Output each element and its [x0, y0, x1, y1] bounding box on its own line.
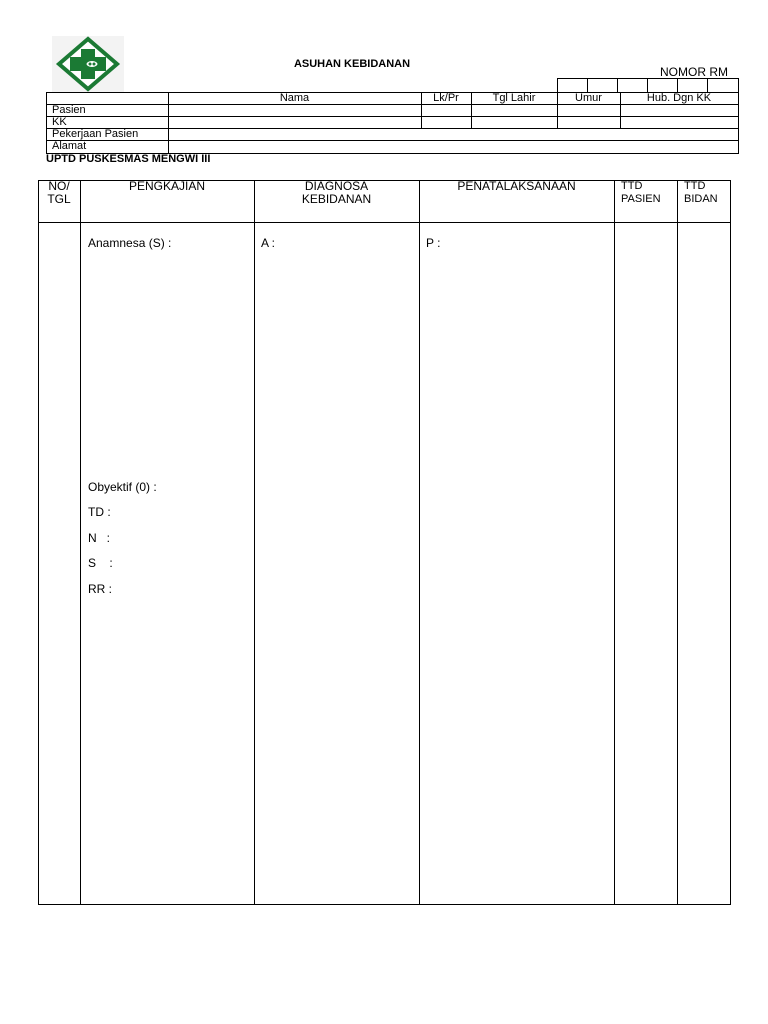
column-hub-dgn-kk: Hub. Dgn KK	[646, 92, 712, 104]
diagnosa-prefix: A :	[261, 236, 276, 250]
s-label: S :	[88, 556, 113, 570]
row-label-pekerjaan: Pekerjaan Pasien	[52, 128, 139, 140]
header-diagnosa: DIAGNOSA KEBIDANAN	[301, 179, 372, 206]
header-ttd-bidan: TTD BIDAN	[684, 180, 718, 205]
facility-name: UPTD PUSKESMAS MENGWI III	[46, 153, 211, 165]
column-umur: Umur	[575, 92, 602, 104]
td-label: TD :	[88, 505, 111, 519]
column-nama: Nama	[279, 92, 310, 104]
puskesmas-logo	[52, 36, 124, 92]
column-tgl-lahir: Tgl Lahir	[492, 92, 536, 104]
row-label-kk: KK	[52, 116, 67, 128]
column-lkpr: Lk/Pr	[433, 92, 459, 104]
header-penatalaksanaan: PENATALAKSANAAN	[457, 179, 576, 193]
penatalaksanaan-prefix: P :	[426, 236, 441, 250]
document-title: ASUHAN KEBIDANAN	[293, 58, 411, 70]
header-pengkajian: PENGKAJIAN	[128, 179, 206, 193]
n-label: N :	[88, 531, 111, 545]
rr-label: RR :	[88, 582, 112, 596]
obyektif-label: Obyektif (0) :	[88, 480, 157, 494]
header-no-tgl: NO/ TGL	[47, 179, 71, 206]
row-label-pasien: Pasien	[52, 104, 86, 116]
nomor-rm-label: NOMOR RM	[660, 65, 728, 79]
row-label-alamat: Alamat	[52, 140, 87, 152]
anamnesa-label: Anamnesa (S) :	[88, 236, 172, 250]
header-ttd-pasien: TTD PASIEN	[621, 180, 661, 205]
